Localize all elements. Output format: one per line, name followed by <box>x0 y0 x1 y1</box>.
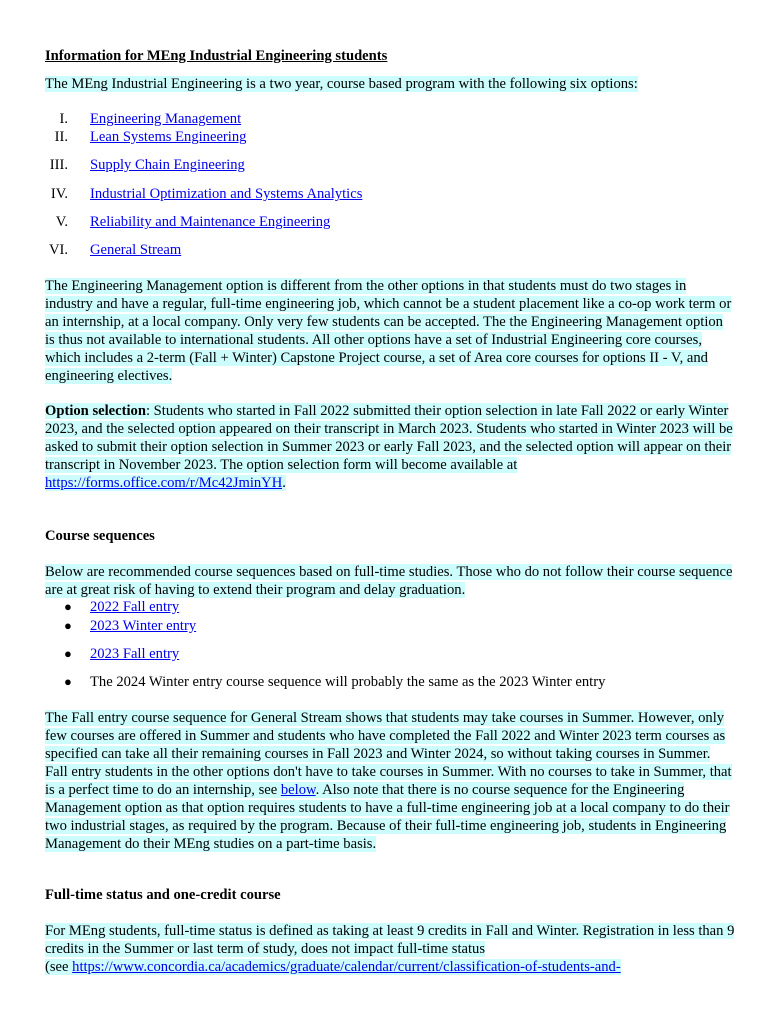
full-time-status-paragraph <box>45 922 735 976</box>
intro-text: The MEng Industrial Engineering is a two year, course based program with the following six options: <box>45 76 638 92</box>
course-sequences-intro-text: Below are recommended course sequences based on full-time studies. Those who do not follow their course sequence are at great risk of having to extend their program and delay graduation. <box>45 564 733 598</box>
option-item <box>0 110 768 128</box>
below-link[interactable]: below <box>280 782 316 798</box>
em-text: The Engineering Management option is different from the other options in that students must do two stages in industry and have a regular, full-time engineering job, which cannot be a student placement like a co-op work term or an internship, at a local company. Only very few students can be accepted. The the Engineering Management option is thus not available to international students. All other options have a set of Industrial Engineering core courses, which includes a 2-term (Fall + Winter) Capstone Project course, a set of Area core courses for options II - V, and engineering electives. <box>45 278 732 384</box>
full-time-status-heading: Full-time status and one-credit course <box>45 887 281 903</box>
option-link-industrial-optimization[interactable]: Industrial Optimization and Systems Analytics <box>90 186 363 202</box>
list-item <box>0 673 768 691</box>
bullet-icon: ● <box>64 646 72 661</box>
fall-entry-text-2: . Also note that there is no course sequence for the Engineering Management option as that option requires students to have a full-time engineering job at a local company to do their two industrial stages, as required by the program. Because of their full-time engineering job, students in Engineering Management do their MEng studies on a part-time basis. <box>45 782 730 852</box>
option-number: II. <box>54 129 68 145</box>
link-2023-fall-entry[interactable]: 2023 Fall entry <box>90 646 180 662</box>
option-item <box>0 213 768 231</box>
full-time-status-text: For MEng students, full-time status is defined as taking at least 9 credits in Fall and Winter. Registration in less than 9 credits in the Summer or last term of study, does not impact full-time status <box>45 923 735 957</box>
fall-entry-paragraph <box>45 709 735 853</box>
option-number: V. <box>55 214 68 230</box>
course-sequences-heading: Course sequences <box>45 528 155 544</box>
link-2023-winter-entry[interactable]: 2023 Winter entry <box>90 618 197 634</box>
option-selection-form-link[interactable]: https://forms.office.com/r/Mc42JminYH <box>45 475 283 491</box>
intro-paragraph <box>45 75 735 93</box>
option-item <box>0 241 768 259</box>
option-link-engineering-management[interactable]: Engineering Management <box>90 111 242 127</box>
option-link-reliability[interactable]: Reliability and Maintenance Engineering <box>90 214 331 230</box>
option-selection-text: : Students who started in Fall 2022 submitted their option selection in late Fall 2022 or early Winter 2023, and the selected option appeared on their transcript in March 2023. Students who started in Winter 2023 will be asked to submit their option selection in Summer 2023 or early Fall 2023, and the selected option will appear on their transcript in November 2023. The option selection form will become available at <box>45 403 733 473</box>
engineering-management-paragraph <box>45 277 735 385</box>
list-item <box>0 598 768 616</box>
option-number: VI. <box>48 242 68 258</box>
option-item <box>0 156 768 174</box>
concordia-calendar-link[interactable]: https://www.concordia.ca/academics/graduate/calendar/current/classification-of-students-and- <box>72 959 621 975</box>
link-2022-fall-entry[interactable]: 2022 Fall entry <box>90 599 180 615</box>
option-item <box>0 128 768 146</box>
course-sequences-intro <box>45 563 735 599</box>
list-item <box>0 645 768 663</box>
bullet-icon: ● <box>64 599 72 614</box>
option-selection-label: Option selection <box>45 403 146 419</box>
option-link-general-stream[interactable]: General Stream <box>90 242 182 258</box>
bullet-icon: ● <box>64 674 72 689</box>
option-link-lean-systems[interactable]: Lean Systems Engineering <box>90 129 247 145</box>
option-number: III. <box>49 157 68 173</box>
option-selection-end: . <box>282 475 286 491</box>
option-number: I. <box>59 111 68 127</box>
see-prefix: (see <box>45 959 73 975</box>
page-title: Information for MEng Industrial Engineering students <box>45 48 388 64</box>
winter-2024-note: The 2024 Winter entry course sequence will probably the same as the 2023 Winter entry <box>90 674 606 690</box>
option-link-supply-chain[interactable]: Supply Chain Engineering <box>90 157 245 173</box>
fall-entry-text-1: The Fall entry course sequence for General Stream shows that students may take courses in Summer. However, only few courses are offered in Summer and students who have completed the Fall 2022 and Winter 2023 term courses as specified can take all their remaining courses in Fall 2023 and Winter 2024, so without taking courses in Summer. Fall entry students in the other options don't have to take courses in Summer. With no courses to take in Summer, that is a perfect time to do an internship, see <box>45 710 732 798</box>
list-item <box>0 617 768 635</box>
bullet-icon: ● <box>64 618 72 633</box>
option-item <box>0 185 768 203</box>
option-selection-paragraph <box>45 402 735 492</box>
option-number: IV. <box>50 186 68 202</box>
